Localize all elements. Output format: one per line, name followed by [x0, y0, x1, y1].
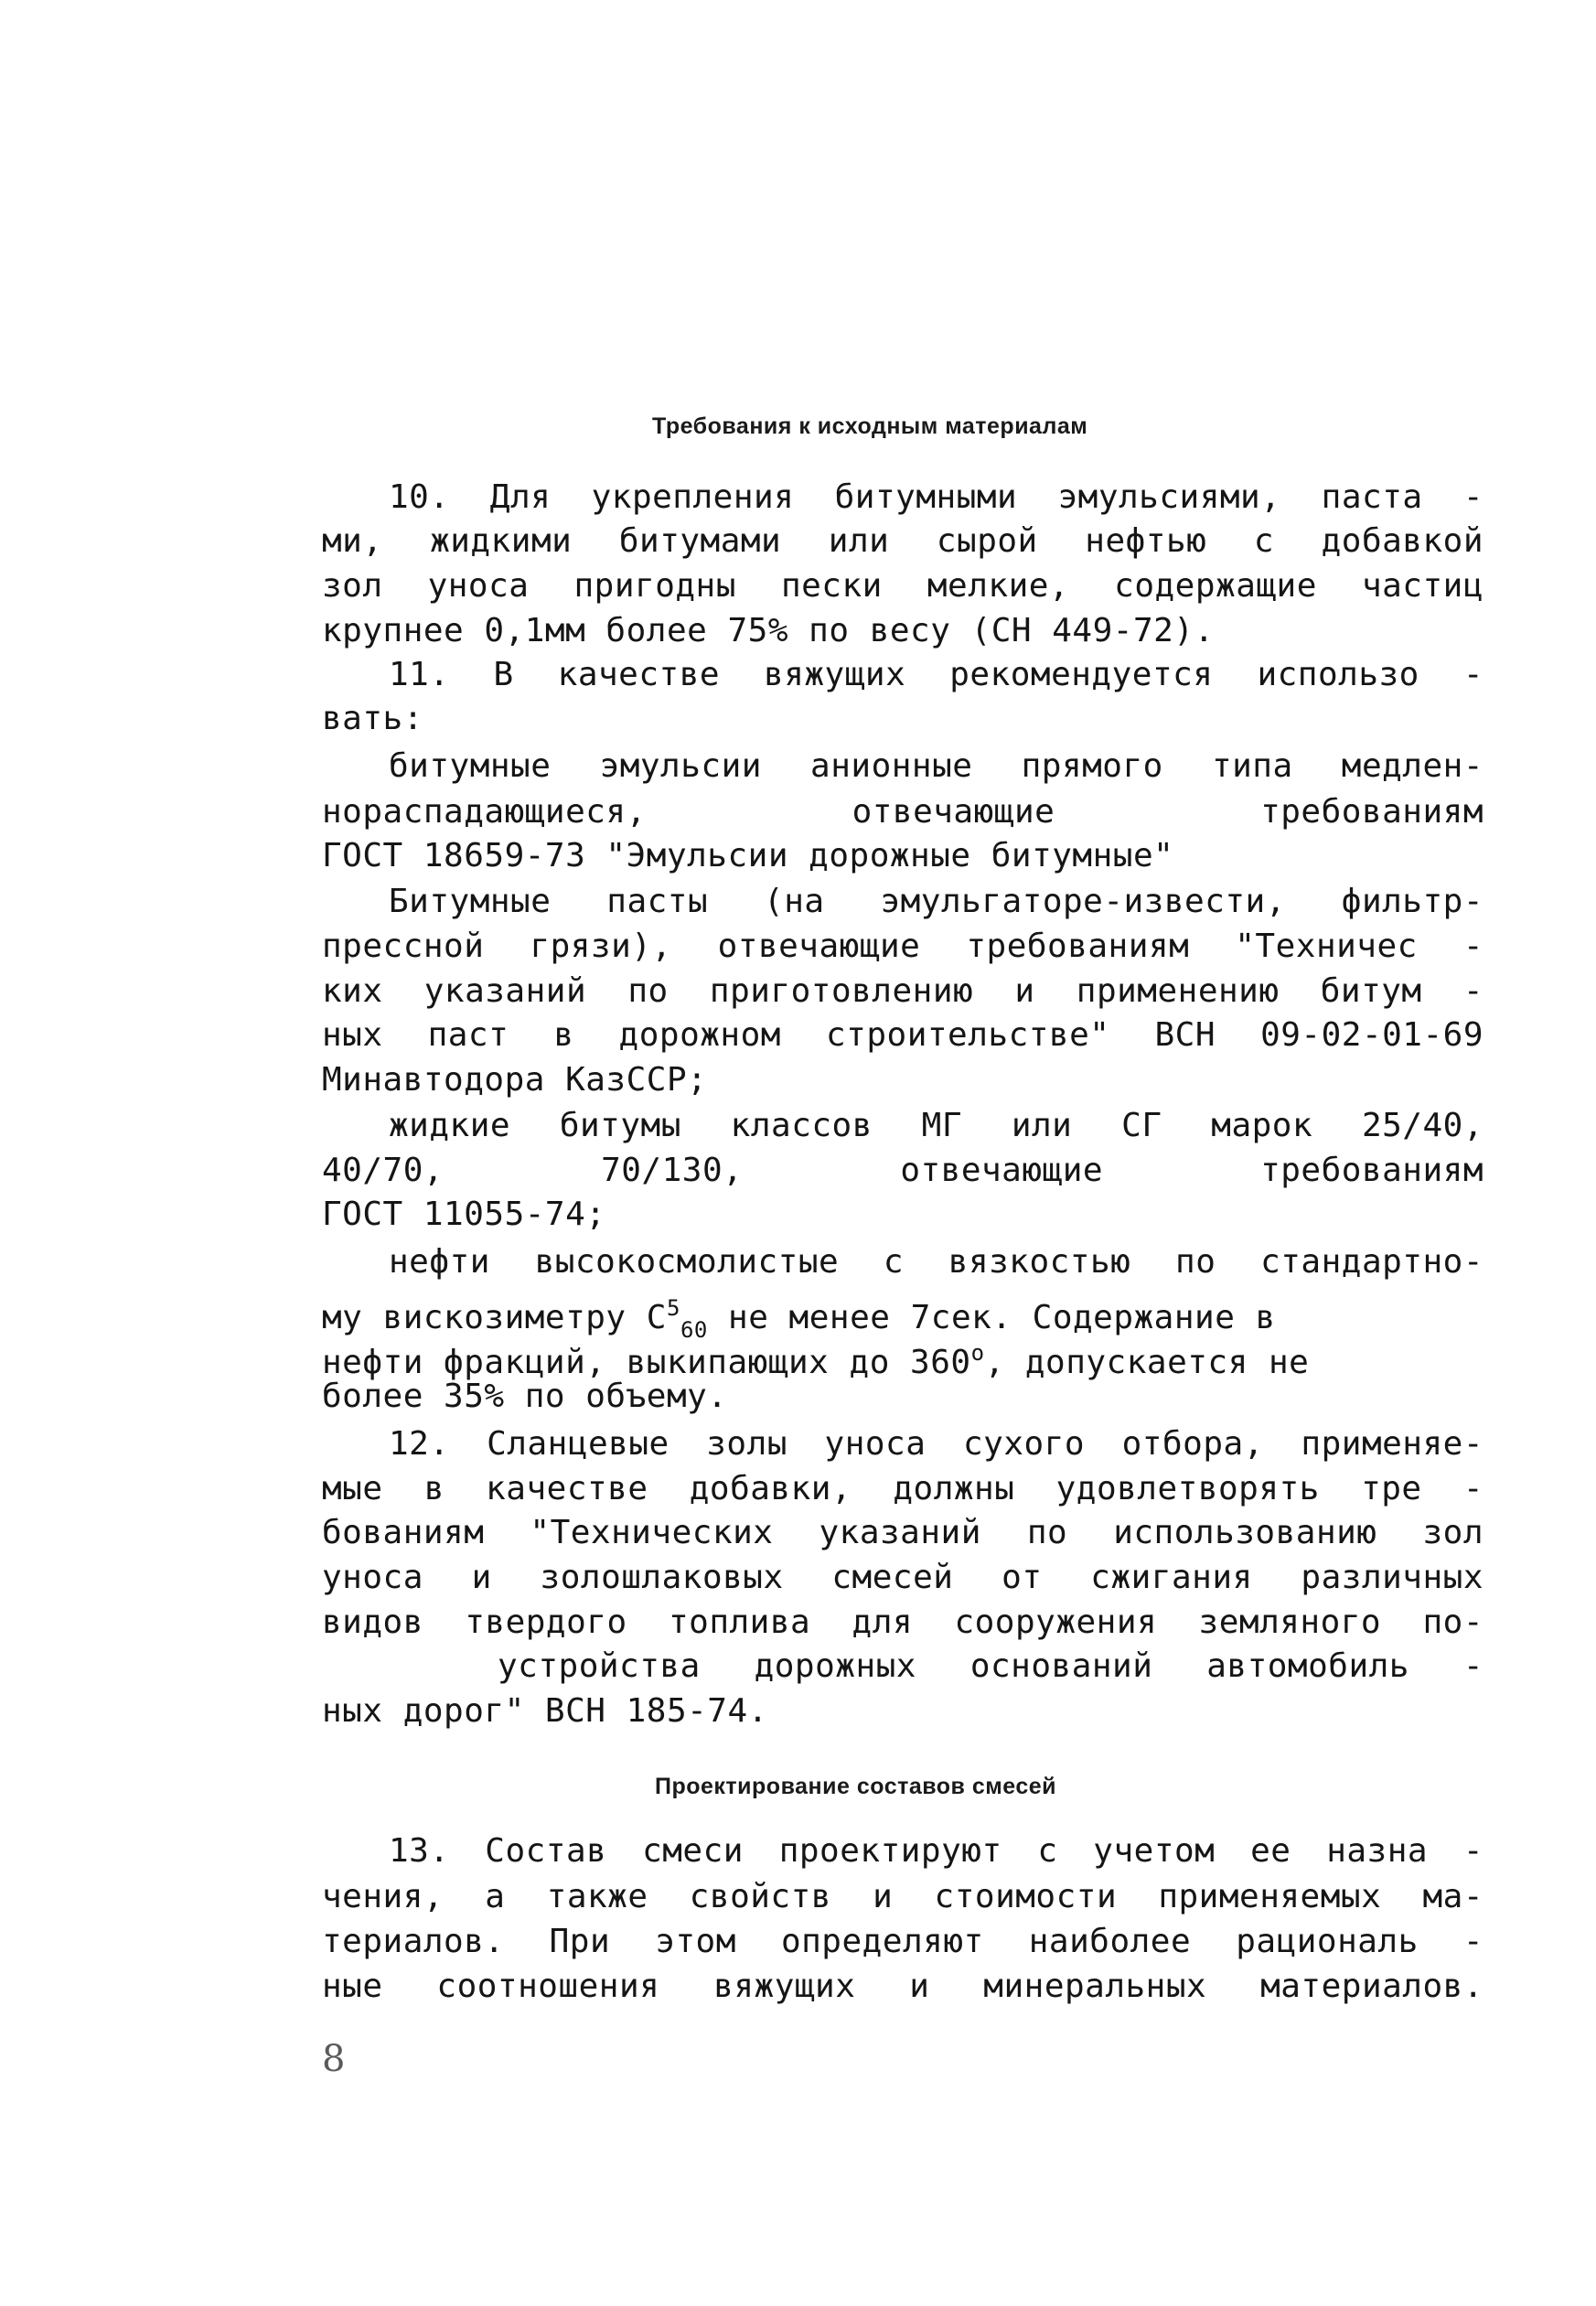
oils-line-2-text-a: му вискозиметру: [322, 1299, 627, 1336]
bitumens-line-1: жидкие битумы классов МГ или СГ марок 25/40,: [389, 1107, 1484, 1144]
bitumens-line-2: 40/70, 70/130, отвечающие требованиям: [322, 1152, 1484, 1189]
oils-line-3-text-b: , допускается не: [984, 1344, 1310, 1381]
paragraph-11-line-2: вать:: [322, 700, 423, 737]
paragraph-12-line-4: уноса и золошлаковых смесей от сжигания различных: [322, 1559, 1484, 1596]
paragraph-12-line-7: ных дорог" ВСН 185-74.: [322, 1692, 768, 1730]
pastes-line-4: ных паст в дорожном строительстве" ВСН 09-02-01-69: [322, 1016, 1484, 1054]
paragraph-11-line-1: 11. В качестве вяжущих рекомендуется использо -: [389, 656, 1484, 693]
pastes-line-5: Минавтодора КазССР;: [322, 1061, 708, 1099]
paragraph-12-line-5: видов твердого топлива для сооружения земляного по-: [322, 1603, 1484, 1641]
paragraph-12-line-1: 12. Сланцевые золы уноса сухого отбора, применяе-: [389, 1425, 1484, 1463]
paragraph-12-line-3: бованиям "Технических указаний по использованию зол: [322, 1514, 1484, 1551]
paragraph-13-line-1: 13. Состав смеси проектируют с учетом ее назна -: [389, 1832, 1484, 1870]
oils-line-4: более 35% по объему.: [322, 1378, 728, 1415]
emulsions-line-3: ГОСТ 18659-73 "Эмульсии дорожные битумные": [322, 837, 1174, 874]
section-heading-design: Проектирование составов смесей: [655, 1774, 1057, 1799]
pastes-line-1: Битумные пасты (на эмульгаторе-извести, фильтр-: [389, 883, 1484, 920]
paragraph-10-line-1: 10. Для укрепления битумными эмульсиями, паста -: [389, 478, 1484, 516]
bitumens-line-3: ГОСТ 11055-74;: [322, 1196, 606, 1233]
paragraph-10-line-4: крупнее 0,1мм более 75% по весу (СН 449-72).: [322, 612, 1215, 649]
formula-subscript: 60: [680, 1317, 708, 1343]
formula-symbol: С: [646, 1299, 667, 1336]
paragraph-13-line-4: ные соотношения вяжущих и минеральных материалов.: [322, 1968, 1484, 2005]
emulsions-line-1: битумные эмульсии анионные прямого типа медлен-: [389, 747, 1484, 785]
page-number: 8: [322, 2038, 346, 2080]
paragraph-13-line-3: териалов. При этом определяют наиболее рациональ -: [322, 1923, 1484, 1960]
oils-line-2: [322, 1286, 1484, 1343]
paragraph-12-line-6: устройства дорожных оснований автомобиль -: [498, 1647, 1484, 1685]
formula-superscript: 5: [666, 1295, 680, 1321]
section-heading-requirements: Требования к исходным материалам: [652, 413, 1088, 439]
emulsions-line-2: нораспадающиеся, отвечающие требованиям: [322, 793, 1484, 831]
oils-line-2-text-b: не менее 7сек. Содержание в: [728, 1299, 1276, 1336]
paragraph-13-line-2: чения, а также свойств и стоимости применяемых ма-: [322, 1878, 1484, 1915]
oils-line-3-text-a: нефти фракций, выкипающих до 360: [322, 1344, 971, 1381]
paragraph-12-line-2: мые в качестве добавки, должны удовлетворять тре -: [322, 1470, 1484, 1507]
paragraph-10-line-2: ми, жидкими битумами или сырой нефтью с добавкой: [322, 522, 1484, 560]
oils-line-3: [322, 1331, 1484, 1381]
pastes-line-3: ких указаний по приготовлению и применению битум -: [322, 972, 1484, 1010]
pastes-line-2: прессной грязи), отвечающие требованиям "Техничес -: [322, 928, 1484, 965]
paragraph-10-line-3: зол уноса пригодны пески мелкие, содержащие частиц: [322, 567, 1484, 605]
oils-line-1: нефти высокосмолистые с вязкостью по стандартно-: [389, 1243, 1484, 1281]
degree-sign: о: [970, 1340, 985, 1366]
